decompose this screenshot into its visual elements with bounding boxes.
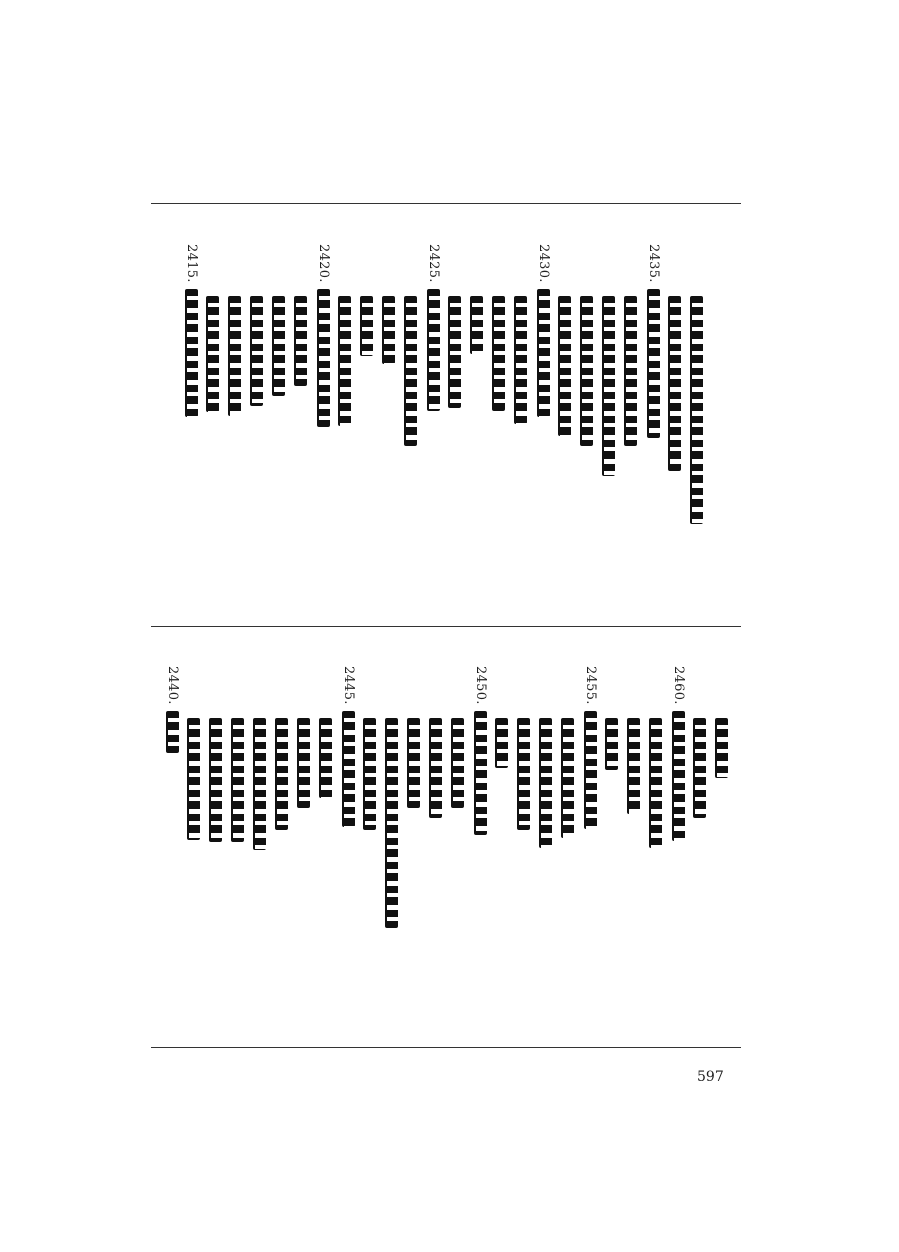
mongolian-script-line <box>427 289 440 411</box>
verse-line <box>250 296 263 406</box>
mongolian-script-line <box>317 289 330 427</box>
mongolian-script-line <box>558 296 571 436</box>
mongolian-script-line <box>605 718 618 770</box>
verse-line <box>338 296 351 426</box>
verse-line <box>561 718 574 838</box>
mongolian-script-line <box>672 711 685 841</box>
verse-line <box>184 244 199 417</box>
mongolian-script-line <box>649 718 662 848</box>
mongolian-script-line <box>602 296 615 476</box>
verse-line <box>231 718 244 842</box>
verse-line <box>627 718 640 814</box>
verse-line <box>407 718 420 808</box>
line-number: 2455. <box>583 666 598 705</box>
mongolian-script-line <box>429 718 442 818</box>
verse-line <box>693 718 706 818</box>
line-number: 2430. <box>536 244 551 283</box>
mongolian-script-line <box>715 718 728 778</box>
verse-line <box>492 296 505 411</box>
verse-line <box>187 718 200 840</box>
verse-line <box>668 296 681 471</box>
verse-line <box>382 296 395 364</box>
verse-line <box>495 718 508 768</box>
mongolian-script-line <box>561 718 574 838</box>
line-number: 2440. <box>165 666 180 705</box>
mongolian-script-line <box>206 296 219 412</box>
mongolian-script-line <box>584 711 597 829</box>
verse-line <box>404 296 417 446</box>
top-divider <box>151 203 741 204</box>
mongolian-script-line <box>495 718 508 768</box>
line-number: 2460. <box>671 666 686 705</box>
mongolian-script-line <box>360 296 373 356</box>
verse-line <box>253 718 266 850</box>
mongolian-script-line <box>474 711 487 835</box>
verse-line <box>580 296 593 446</box>
mongolian-script-line <box>209 718 222 842</box>
verse-line <box>316 244 331 427</box>
verse-line <box>165 666 180 753</box>
verse-line <box>605 718 618 770</box>
mongolian-script-line <box>385 718 398 928</box>
verse-line <box>385 718 398 928</box>
bottom-divider <box>151 1047 741 1048</box>
line-number: 2415. <box>184 244 199 283</box>
mongolian-script-line <box>539 718 552 848</box>
verse-line <box>539 718 552 848</box>
mongolian-script-line <box>514 296 527 424</box>
mongolian-script-line <box>342 711 355 827</box>
mongolian-script-line <box>407 718 420 808</box>
mongolian-script-line <box>624 296 637 446</box>
mongolian-script-line <box>187 718 200 840</box>
verse-line <box>448 296 461 408</box>
verse-line <box>671 666 686 841</box>
verse-line <box>470 296 483 354</box>
verse-line <box>228 296 241 416</box>
verse-line <box>363 718 376 830</box>
mongolian-script-line <box>272 296 285 396</box>
mongolian-script-line <box>231 718 244 842</box>
verse-line <box>558 296 571 436</box>
verse-line <box>272 296 285 396</box>
verse-line <box>209 718 222 842</box>
verse-line <box>690 296 703 524</box>
verse-line <box>715 718 728 778</box>
mongolian-script-line <box>693 718 706 818</box>
line-number: 2445. <box>341 666 356 705</box>
mongolian-script-line <box>470 296 483 354</box>
mongolian-script-line <box>185 289 198 417</box>
verse-line <box>514 296 527 424</box>
mongolian-script-line <box>517 718 530 830</box>
verse-line <box>517 718 530 830</box>
verse-line <box>624 296 637 446</box>
verse-line <box>297 718 310 808</box>
mongolian-script-line <box>451 718 464 808</box>
verse-line <box>429 718 442 818</box>
page-number: 597 <box>697 1069 724 1085</box>
mongolian-script-line <box>338 296 351 426</box>
mongolian-script-line <box>580 296 593 446</box>
verse-line <box>294 296 307 386</box>
mongolian-script-line <box>228 296 241 416</box>
mongolian-script-line <box>690 296 703 524</box>
mongolian-script-line <box>647 289 660 438</box>
mongolian-script-line <box>668 296 681 471</box>
middle-divider <box>151 626 741 627</box>
verse-line <box>473 666 488 835</box>
verse-line <box>360 296 373 356</box>
verse-line <box>583 666 598 829</box>
mongolian-script-line <box>382 296 395 364</box>
verse-line <box>206 296 219 412</box>
mongolian-script-line <box>537 289 550 417</box>
verse-line <box>319 718 332 798</box>
mongolian-script-line <box>166 711 179 753</box>
line-number: 2435. <box>646 244 661 283</box>
mongolian-script-line <box>363 718 376 830</box>
verse-line <box>536 244 551 417</box>
mongolian-script-line <box>294 296 307 386</box>
verse-line <box>275 718 288 830</box>
line-number: 2425. <box>426 244 441 283</box>
mongolian-script-line <box>319 718 332 798</box>
verse-line <box>451 718 464 808</box>
mongolian-script-line <box>275 718 288 830</box>
mongolian-script-line <box>253 718 266 850</box>
line-number: 2420. <box>316 244 331 283</box>
line-number: 2450. <box>473 666 488 705</box>
verse-line <box>426 244 441 411</box>
mongolian-script-line <box>404 296 417 446</box>
verse-line <box>646 244 661 438</box>
verse-line <box>649 718 662 848</box>
verse-line <box>602 296 615 476</box>
verse-line <box>341 666 356 827</box>
mongolian-script-line <box>448 296 461 408</box>
mongolian-script-line <box>627 718 640 814</box>
mongolian-script-line <box>297 718 310 808</box>
mongolian-script-line <box>250 296 263 406</box>
mongolian-script-line <box>492 296 505 411</box>
